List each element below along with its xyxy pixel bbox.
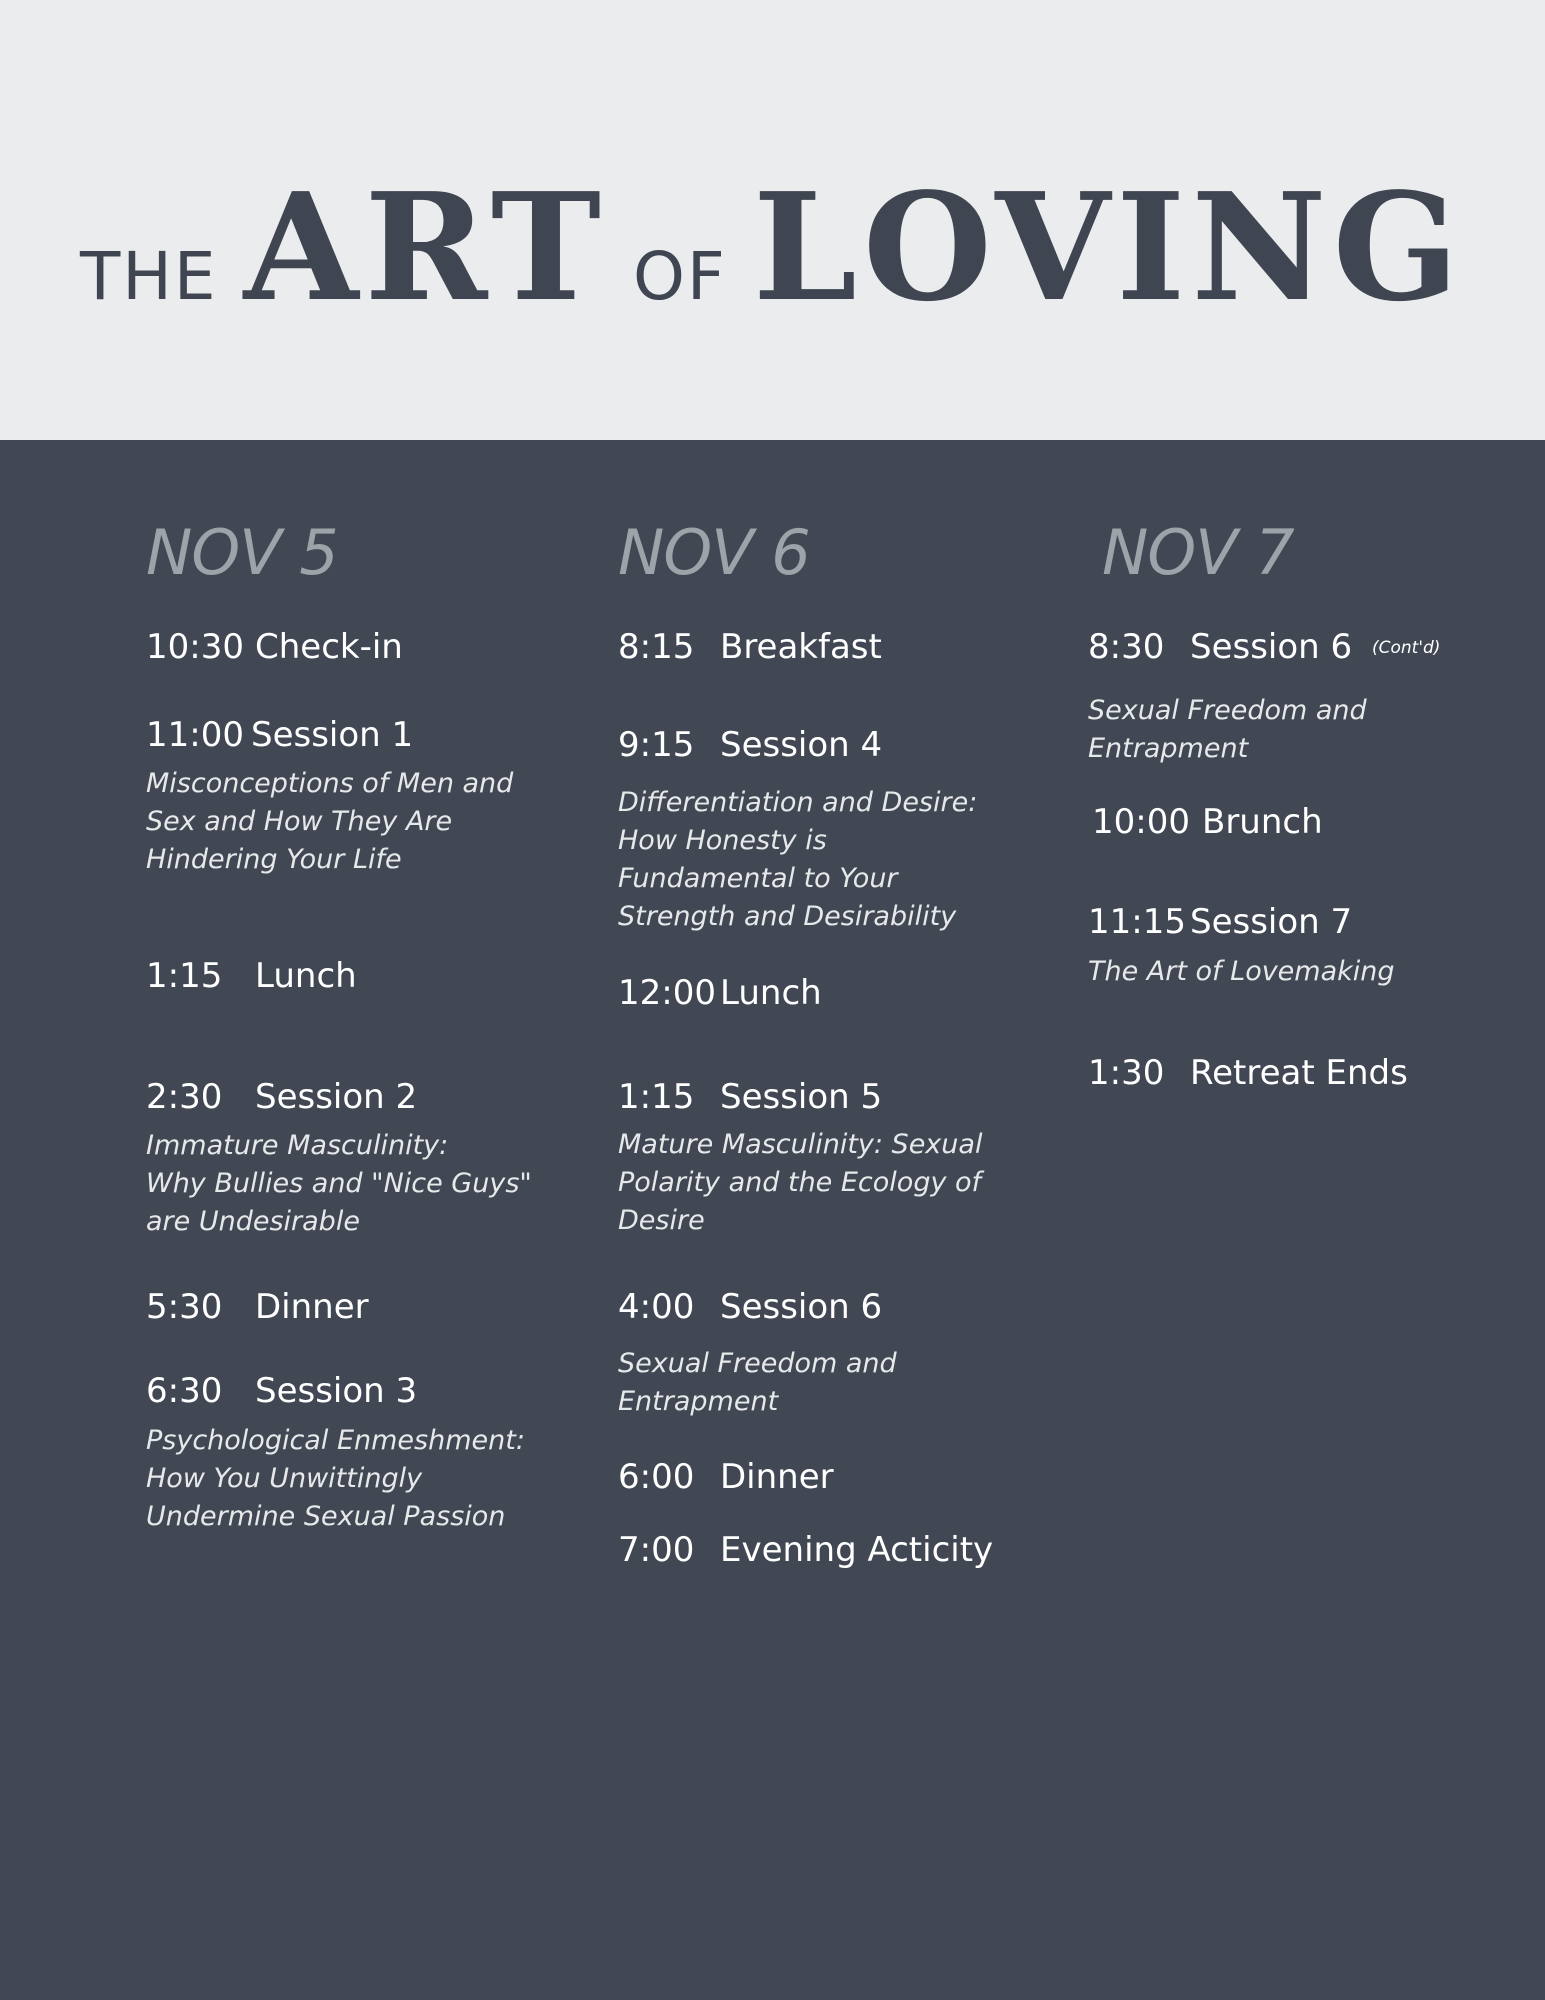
item-time: 8:30 <box>1088 627 1165 667</box>
day-heading-nov5: NOV 5 <box>146 516 338 589</box>
item-time: 7:00 <box>618 1530 695 1570</box>
schedule-panel <box>0 440 1545 2000</box>
item-event: Breakfast <box>720 627 882 667</box>
item-event: Session 6 <box>720 1287 883 1327</box>
item-time: 10:00 <box>1092 802 1190 842</box>
item-event: Session 7 <box>1190 902 1353 942</box>
item-time: 6:00 <box>618 1457 695 1497</box>
item-time: 2:30 <box>146 1077 223 1117</box>
item-time: 5:30 <box>146 1287 223 1327</box>
item-event: Session 3 <box>255 1371 418 1411</box>
item-event: Session 5 <box>720 1077 883 1117</box>
day-heading-nov6: NOV 6 <box>618 516 810 589</box>
item-description: Misconceptions of Men and Sex and How They Are Hindering Your Life <box>146 768 514 875</box>
item-description: Differentiation and Desire: How Honesty is Fundamental to Your Strength and Desirability <box>618 787 978 932</box>
item-time: 11:15 <box>1088 902 1186 942</box>
continued-note: (Cont'd) <box>1372 638 1441 658</box>
item-description: Immature Masculinity: Why Bullies and "Nice Guys" are Undesirable <box>146 1130 532 1237</box>
item-description: Mature Masculinity: Sexual Polarity and the Ecology of Desire <box>618 1129 983 1236</box>
item-time: 9:15 <box>618 725 695 765</box>
item-time: 1:15 <box>618 1077 695 1117</box>
page-title <box>0 160 1545 334</box>
item-time: 1:30 <box>1088 1053 1165 1093</box>
item-event: Lunch <box>255 956 357 996</box>
item-event: Session 4 <box>720 725 883 765</box>
item-time: 11:00 <box>146 715 244 755</box>
header-banner <box>0 0 1545 440</box>
item-event: Session 6 <box>1190 627 1353 667</box>
item-event: Retreat Ends <box>1190 1053 1408 1093</box>
title-loving: LOVING <box>752 160 1466 334</box>
title-of: OF <box>632 238 727 315</box>
item-event: Lunch <box>720 973 822 1013</box>
day-heading-nov7: NOV 7 <box>1102 516 1294 589</box>
item-time: 1:15 <box>146 956 223 996</box>
item-description: Psychological Enmeshment: How You Unwittingly Undermine Sexual Passion <box>146 1425 525 1532</box>
item-description: Sexual Freedom and Entrapment <box>618 1348 897 1417</box>
item-event: Evening Acticity <box>720 1530 994 1570</box>
item-time: 8:15 <box>618 627 695 667</box>
item-description: The Art of Lovemaking <box>1088 956 1395 987</box>
item-time: 12:00 <box>618 973 716 1013</box>
item-event: Check-in <box>255 627 403 667</box>
title-the: THE <box>79 238 218 315</box>
item-time: 4:00 <box>618 1287 695 1327</box>
title-art: ART <box>243 160 607 334</box>
item-time: 6:30 <box>146 1371 223 1411</box>
item-event: Session 1 <box>251 715 414 755</box>
item-time: 10:30 <box>146 627 244 667</box>
item-event: Dinner <box>720 1457 834 1497</box>
item-description: Sexual Freedom and Entrapment <box>1088 695 1367 764</box>
item-event: Dinner <box>255 1287 369 1327</box>
item-event: Session 2 <box>255 1077 418 1117</box>
item-event: Brunch <box>1202 802 1323 842</box>
